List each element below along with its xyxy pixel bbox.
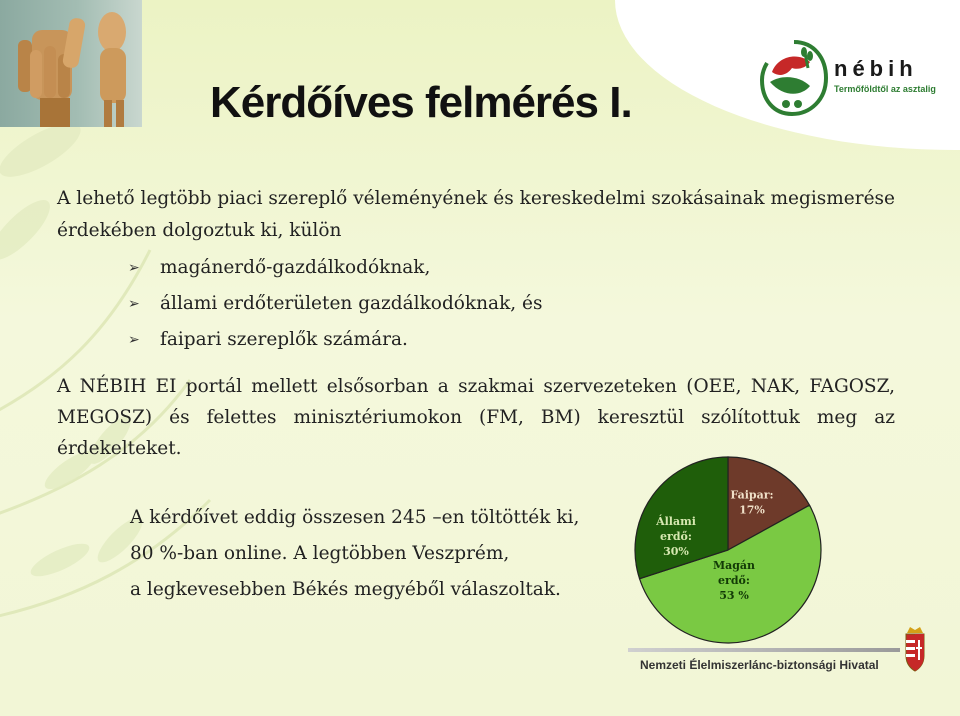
respondent-pie-chart [630,452,826,648]
arrow-bullet-icon: ➢ [128,296,140,312]
survey-stats [130,500,579,608]
arrow-bullet-icon: ➢ [128,260,140,276]
logo-wordmark: nébih [834,56,918,81]
stats-line: a legkevesebben Békés megyéből válaszoltak. [130,579,561,600]
logo-tagline: Termőföldtől az asztalig [834,84,936,94]
list-item [128,286,543,322]
hungarian-coat-of-arms-icon [902,626,928,672]
pie-slice-label: Magán erdő: 53 % [712,559,756,602]
list-item-text: faipari szereplők számára. [160,329,408,350]
stats-line: A kérdőívet eddig összesen 245 –en töltötték ki, [130,507,580,528]
footer-agency-name: Nemzeti Élelmiszerlánc-biztonsági Hivatal [640,658,879,672]
target-group-list [128,250,543,358]
arrow-bullet-icon: ➢ [128,332,140,348]
pie-slice-label: Állami erdő: 30% [656,515,696,558]
list-item [128,250,543,286]
nebih-logo-icon [758,38,830,118]
wooden-hand-photo [0,0,142,127]
list-item-text: állami erdőterületen gazdálkodóknak, és [160,293,543,314]
portal-paragraph: A NÉBIH EI portál mellett elsősorban a szakmai szervezeteken (OEE, NAK, FAGOSZ, MEGOSZ) és felettes minisztériumokon (FM, BM) keresztül szólítottuk meg az érdekelteket. [57,376,895,459]
list-item [128,322,543,358]
footer-divider [628,648,900,652]
list-item-text: magánerdő-gazdálkodóknak, [160,257,431,278]
intro-paragraph: A lehető legtöbb piaci szereplő véleményének és kereskedelmi szokásainak megismerése érdekében dolgoztuk ki, külön [57,188,895,241]
pie-slice-label: Faipar: 17% [730,488,774,517]
stats-line: 80 %-ban online. A legtöbben Veszprém, [130,543,510,564]
page-title: Kérdőíves felmérés I. [210,78,632,127]
